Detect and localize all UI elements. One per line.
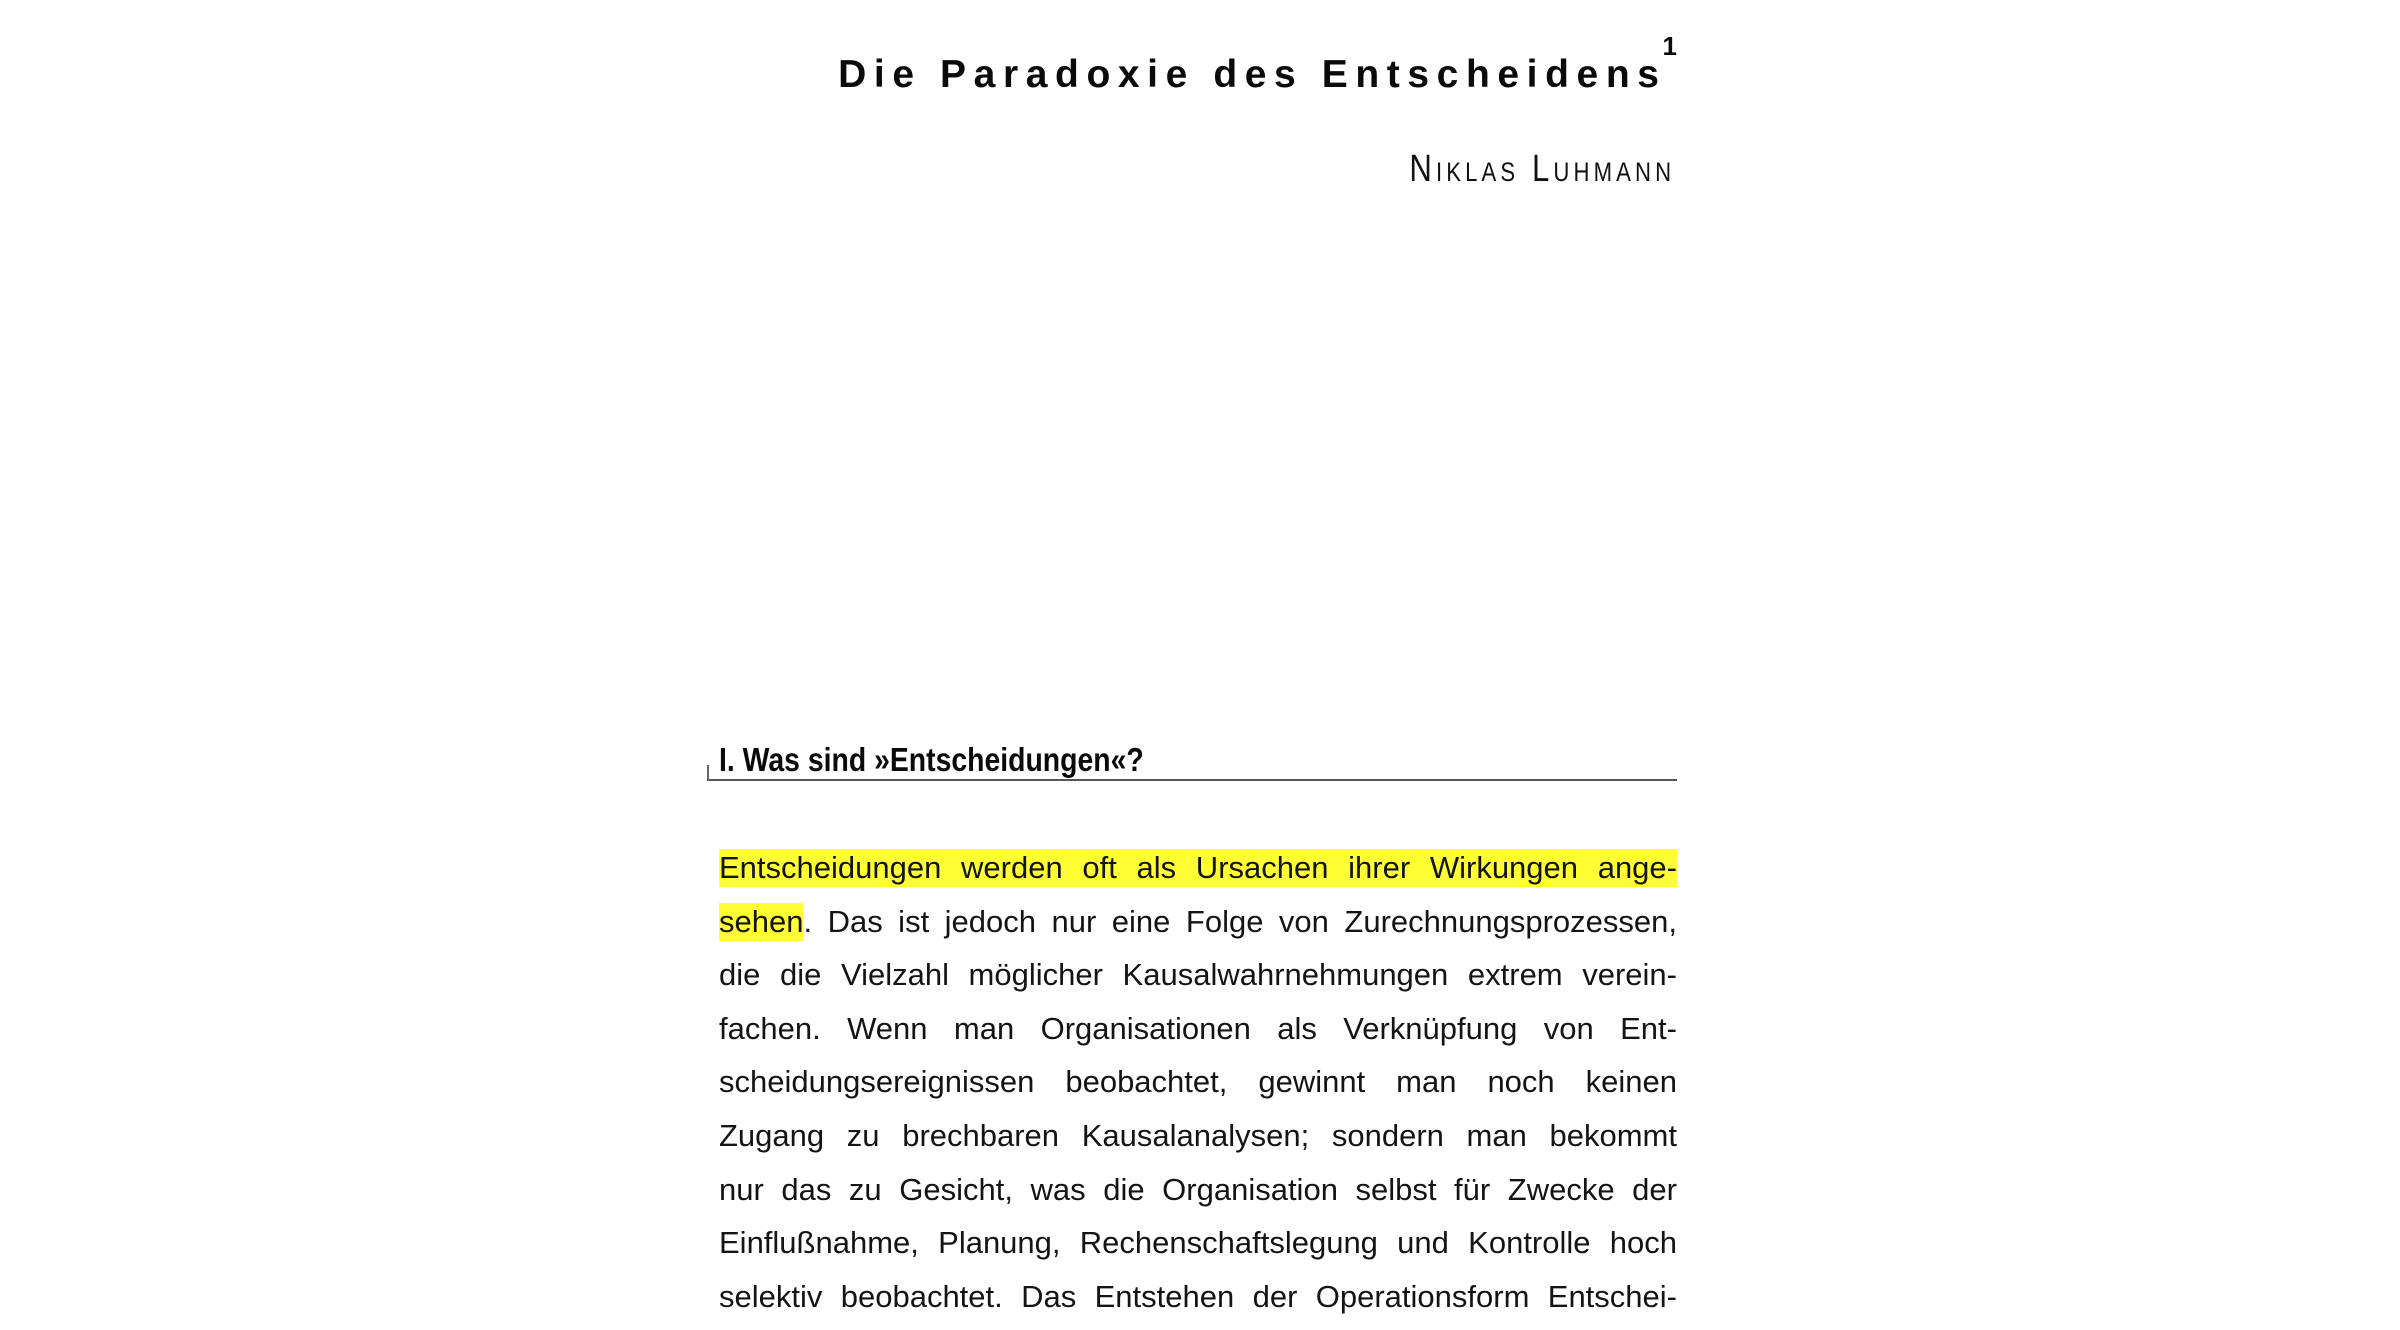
body-paragraph bbox=[719, 848, 1677, 1330]
highlighted-text[interactable]: Entscheidungen werden oft als Ursachen ihrer Wirkungen ange- bbox=[719, 850, 1677, 885]
highlighted-text[interactable]: sehen bbox=[719, 903, 804, 939]
section-heading-label: I. Was sind »Entscheidungen«? bbox=[719, 741, 1144, 778]
body-line bbox=[719, 1116, 1677, 1170]
body-line bbox=[719, 848, 1677, 902]
section-heading bbox=[707, 742, 1677, 781]
line-text: die die Vielzahl möglicher Kausalwahrnehmungen extrem verein- bbox=[719, 957, 1677, 993]
body-line bbox=[719, 902, 1677, 956]
footnote-marker[interactable]: 1 bbox=[1662, 31, 1677, 61]
line-text: scheidungsereignissen beobachtet, gewinnt man noch keinen bbox=[719, 1064, 1677, 1100]
line-text: . Das ist jedoch nur eine Folge von Zurechnungsprozessen, bbox=[803, 903, 1677, 939]
body-line bbox=[719, 1223, 1677, 1277]
line-text: Zugang zu brechbaren Kausalanalysen; sondern man bekommt bbox=[719, 1117, 1677, 1153]
body-line bbox=[719, 1062, 1677, 1116]
heading-rule-tick bbox=[707, 765, 709, 781]
document-title bbox=[838, 31, 1677, 101]
line-text: nur das zu Gesicht, was die Organisation selbst für Zwecke der bbox=[719, 1171, 1677, 1207]
title-text: Die Paradoxie des Entscheidens bbox=[838, 53, 1667, 96]
body-line bbox=[719, 955, 1677, 1009]
body-line bbox=[719, 1277, 1677, 1330]
author-name: Niklas Luhmann bbox=[1409, 148, 1675, 190]
line-text: fachen. Wenn man Organisationen als Verknüpfung von Ent- bbox=[719, 1010, 1677, 1046]
body-line bbox=[719, 1170, 1677, 1224]
body-line bbox=[719, 1009, 1677, 1063]
line-text: selektiv beobachtet. Das Entstehen der Operationsform Entschei- bbox=[719, 1278, 1677, 1314]
line-text: Einflußnahme, Planung, Rechenschaftslegung und Kontrolle hoch bbox=[719, 1225, 1677, 1261]
